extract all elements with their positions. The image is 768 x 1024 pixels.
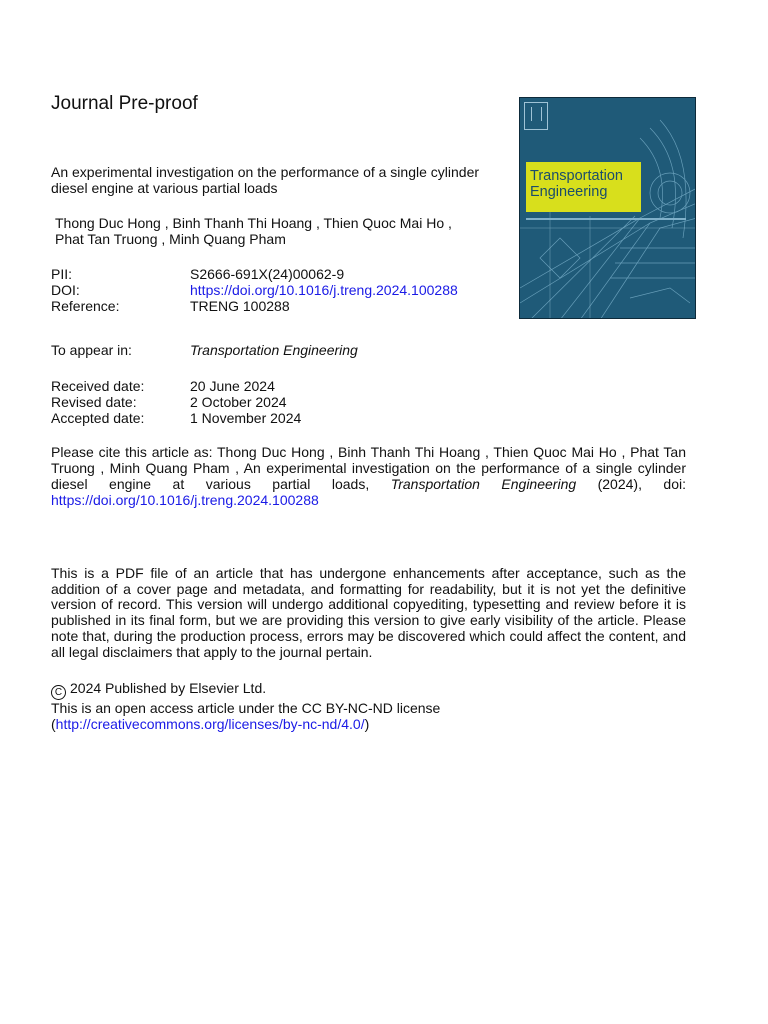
license-link[interactable]: http://creativecommons.org/licenses/by-nc-nd/4.0/ bbox=[55, 716, 365, 732]
reference-row bbox=[51, 298, 290, 314]
authors-line-1: Thong Duc Hong , Binh Thanh Thi Hoang , Thien Quoc Mai Ho , bbox=[55, 215, 452, 231]
reference-label: Reference: bbox=[51, 298, 120, 314]
citation-journal: Transportation Engineering bbox=[390, 476, 577, 492]
doi-row bbox=[51, 282, 458, 298]
accepted-row bbox=[51, 410, 301, 426]
pii-label: PII: bbox=[51, 266, 73, 282]
elsevier-logo-icon bbox=[524, 102, 548, 130]
appear-row bbox=[51, 342, 358, 358]
citation-paragraph bbox=[51, 444, 686, 508]
copyright-text: 2024 Published by Elsevier Ltd. bbox=[70, 680, 267, 696]
license-url-line: (http://creativecommons.org/licenses/by-nc-nd/4.0/) bbox=[51, 716, 370, 732]
citation-suffix: (2024), doi: bbox=[597, 476, 687, 492]
received-label: Received date: bbox=[51, 378, 145, 394]
citation-prefix: Please cite this article as: Thong Duc Hong , Binh Thanh Thi Hoang , Thien Quoc Mai Ho , Phat Tan Truong , Minh Quang Pham , An experimental investigation on the performance of a single cylinder diesel engine at various partial loads, bbox=[51, 444, 686, 492]
appear-value: Transportation Engineering bbox=[190, 342, 358, 358]
copyright-line bbox=[51, 680, 686, 700]
pii-value: S2666-691X(24)00062-9 bbox=[190, 266, 345, 282]
cover-subtitle-rule bbox=[526, 218, 686, 220]
license-block bbox=[51, 680, 686, 732]
journal-label: Journal Pre-proof bbox=[51, 93, 198, 114]
received-row bbox=[51, 378, 275, 394]
received-value: 20 June 2024 bbox=[190, 378, 275, 394]
revised-value: 2 October 2024 bbox=[190, 394, 287, 410]
accepted-value: 1 November 2024 bbox=[190, 410, 302, 426]
reference-value: TRENG 100288 bbox=[190, 298, 290, 314]
doi-label: DOI: bbox=[51, 282, 80, 298]
preproof-notice: This is a PDF file of an article that has undergone enhancements after acceptance, such as the addition of a cover page and metadata, and formatting for readability, but it is not yet the definitive version of record. This version will undergo additional copyediting, typesetting and review before it is published in its final form, but we are providing this version to give early visibility of the article. Please note that, during the production process, errors may be discovered which could affect the content, and all legal disclaimers that apply to the journal pertain. bbox=[51, 565, 686, 660]
pii-row bbox=[51, 266, 344, 282]
copyright-icon: C bbox=[51, 685, 66, 700]
journal-cover-image bbox=[519, 97, 696, 319]
open-access-line: This is an open access article under the CC BY-NC-ND license bbox=[51, 700, 441, 716]
appear-label: To appear in: bbox=[51, 342, 132, 358]
revised-row bbox=[51, 394, 287, 410]
revised-label: Revised date: bbox=[51, 394, 137, 410]
citation-doi-link[interactable]: https://doi.org/10.1016/j.treng.2024.100288 bbox=[51, 492, 319, 508]
doi-link[interactable]: https://doi.org/10.1016/j.treng.2024.100288 bbox=[190, 282, 458, 298]
cover-title-line-2: Engineering bbox=[530, 184, 608, 200]
cover-title-line-1: Transportation bbox=[530, 168, 623, 184]
author-list bbox=[55, 215, 485, 247]
authors-line-2: Phat Tan Truong , Minh Quang Pham bbox=[55, 231, 286, 247]
accepted-label: Accepted date: bbox=[51, 410, 145, 426]
article-title: An experimental investigation on the performance of a single cylinder diesel engine at various partial loads bbox=[51, 164, 480, 196]
cover-title-band bbox=[526, 162, 641, 212]
